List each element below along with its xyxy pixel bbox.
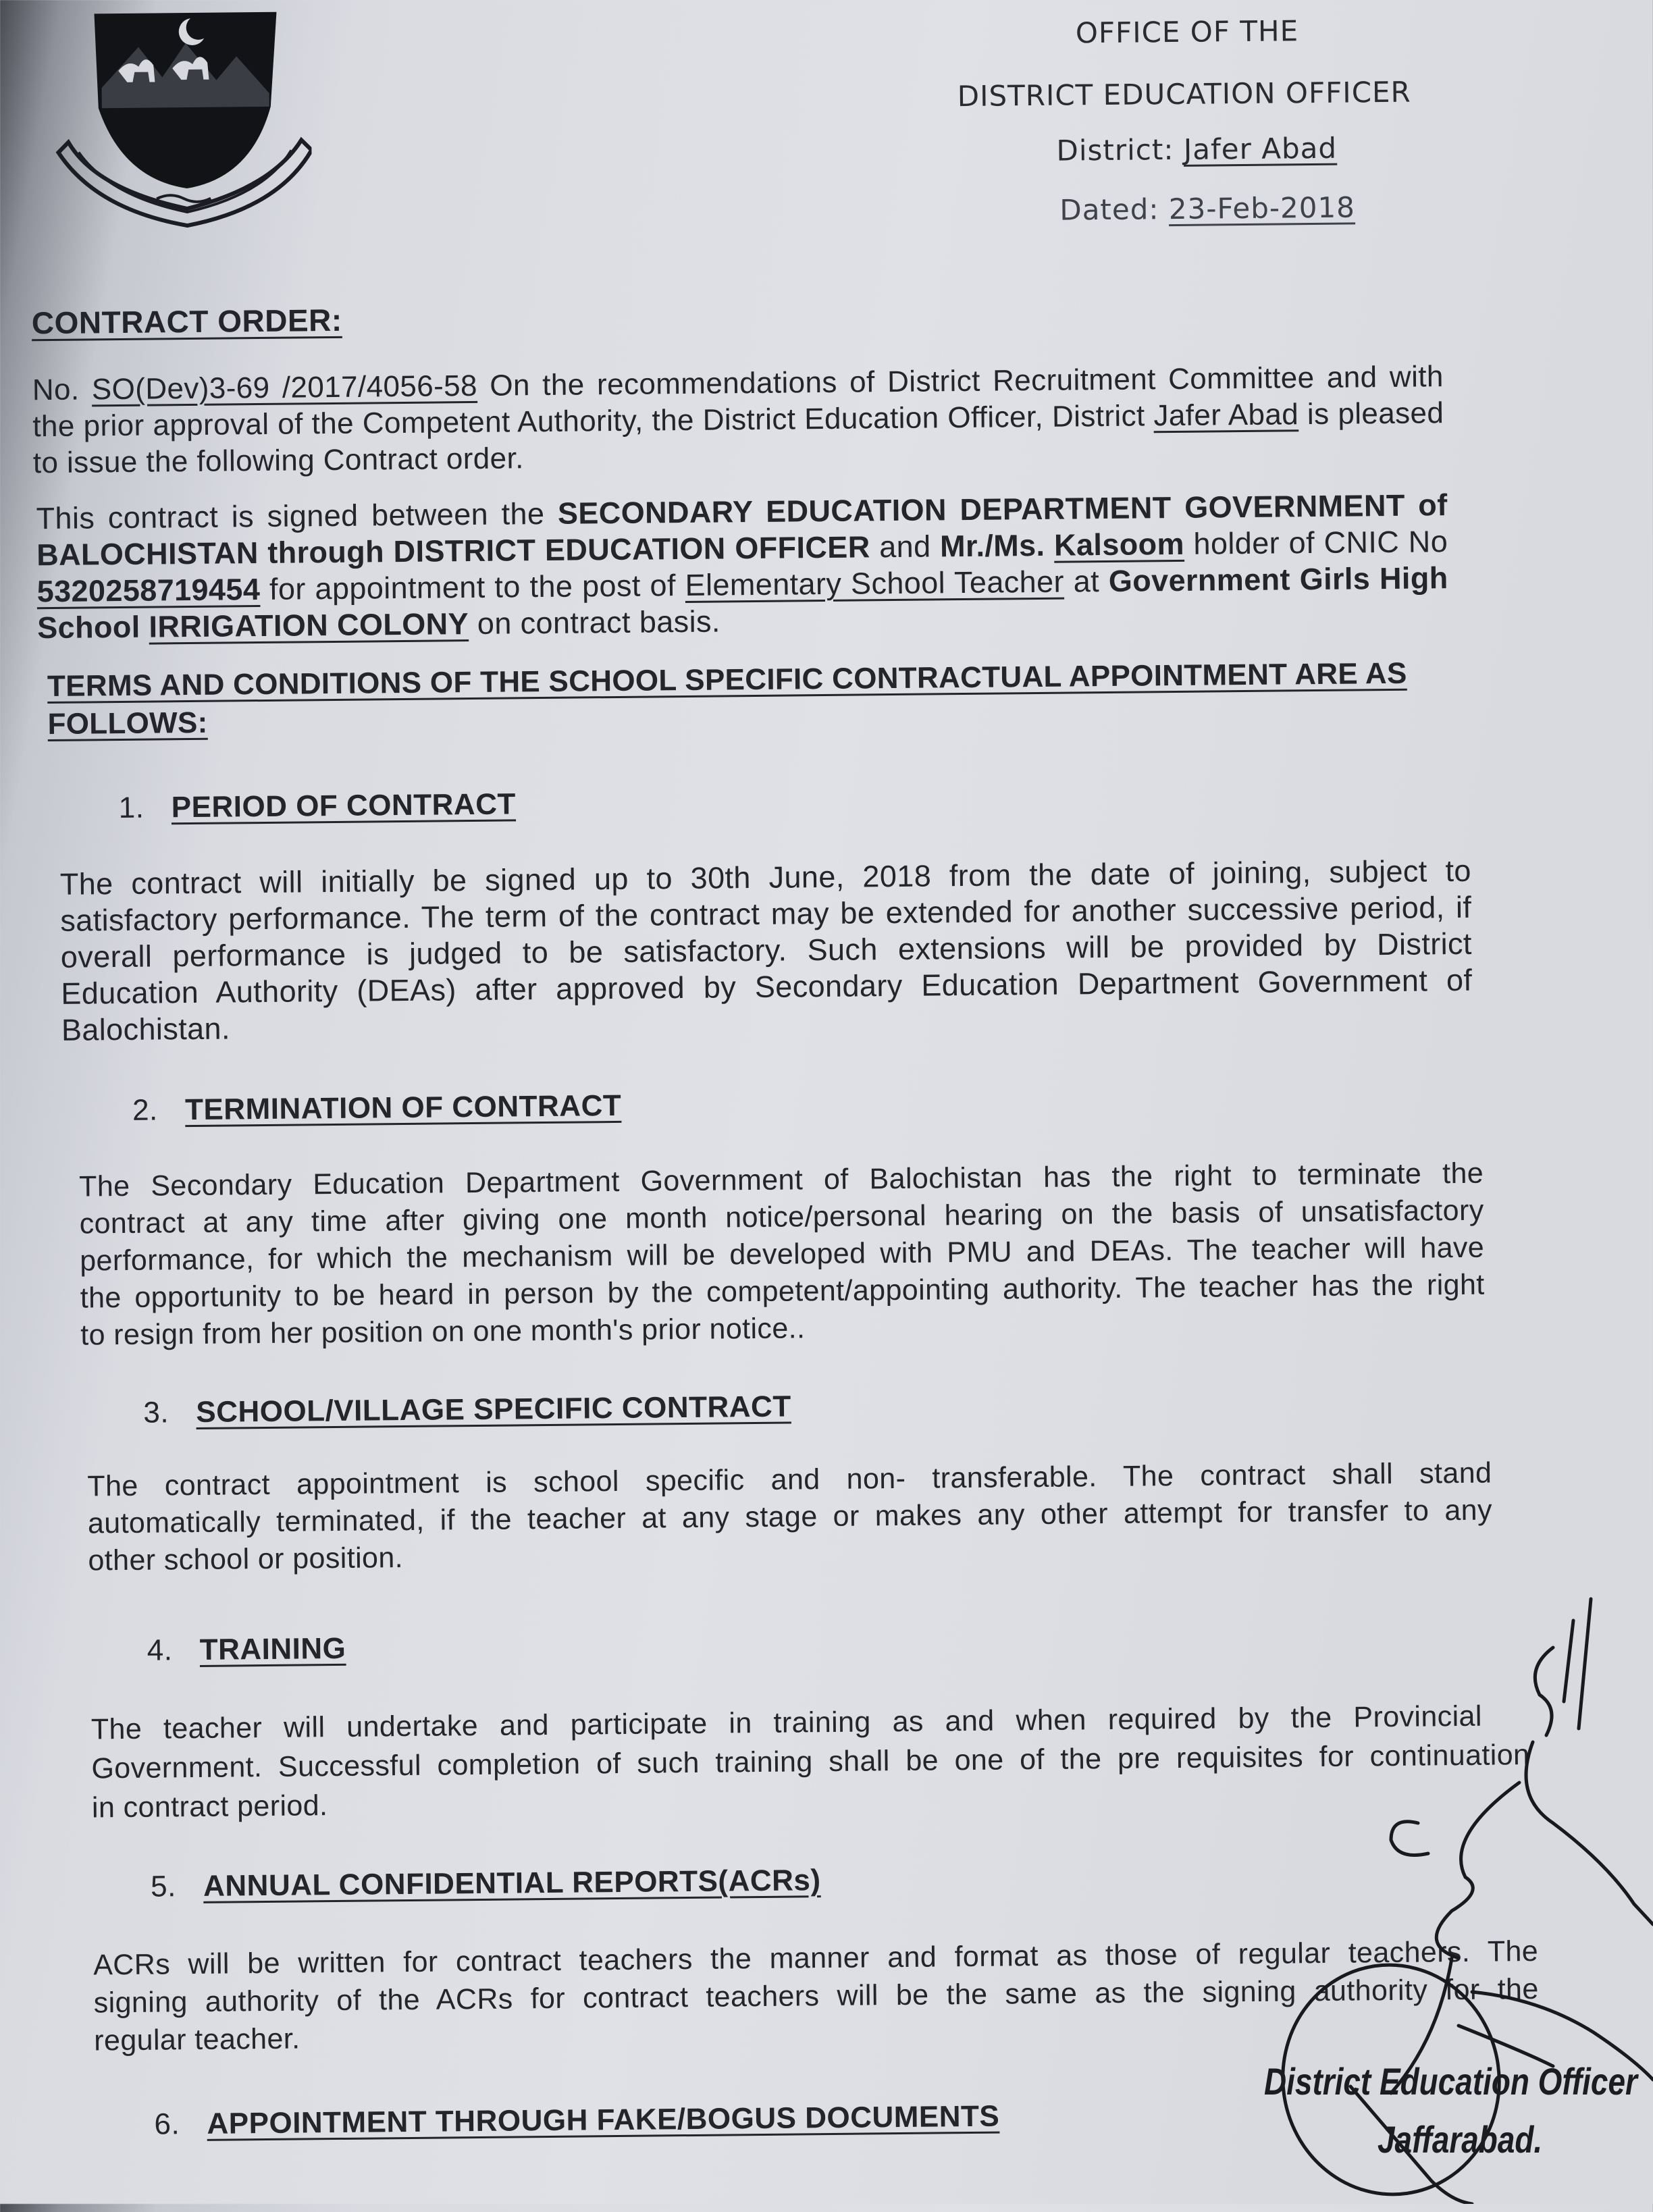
section-4-number: 4. <box>147 1633 173 1667</box>
section-1-number: 1. <box>118 791 145 825</box>
order-no-label: No. <box>32 373 80 407</box>
order-number: SO(Dev)3-69 /2017/4056-58 <box>91 369 478 406</box>
dated-value: 23-Feb-2018 <box>1168 190 1356 226</box>
text-line: contract at any time after giving one month notice/personal hearing on the basis of unsatisfactory <box>79 1194 1484 1240</box>
contract-text-6: on contract basis. <box>477 604 720 641</box>
contract-text-3: holder of CNIC No <box>1193 524 1448 561</box>
intro-text-a: On the recommendations of District Recruitment Committee and with the prior approval of the Competent Authority, the District Education Officer, District <box>32 360 1444 444</box>
stamp-line-1: District Education Officer <box>1264 2060 1637 2103</box>
section-6-number: 6. <box>154 2107 180 2141</box>
district-value: Jafer Abad <box>1183 131 1338 166</box>
contract-text-1: This contract is signed between the <box>36 496 545 536</box>
text-line: the opportunity to be heard in person by the competent/appointing authority. The teacher has the right <box>80 1268 1485 1315</box>
section-4-title: TRAINING <box>199 1631 346 1666</box>
title-prefix: Mr./Ms. <box>939 527 1045 564</box>
section-3-number: 3. <box>143 1396 169 1429</box>
text-line: Government. Successful completion of such training shall be one of the pre requisites for continuation <box>91 1739 1530 1785</box>
stamp-title <box>1264 2059 1653 2103</box>
post-name: Elementary School Teacher <box>685 564 1065 602</box>
text-line: regular teacher. <box>94 2022 300 2057</box>
terms-heading: TERMS AND CONDITIONS OF THE SCHOOL SPECIFIC CONTRACTUAL APPOINTMENT ARE AS FOLLOWS: <box>47 656 1407 741</box>
contract-text-2: and <box>878 529 931 564</box>
section-1-title: PERIOD OF CONTRACT <box>171 787 517 824</box>
school-name-a: Government Girls High School <box>36 560 1448 646</box>
intro-district: Jafer Abad <box>1153 398 1299 433</box>
text-line: other school or position. <box>88 1542 404 1577</box>
text-line: to resign from her position on one month's prior notice.. <box>80 1312 806 1352</box>
employee-name: Kalsoom <box>1053 526 1185 562</box>
text-line: The teacher will undertake and participate in training as and when required by the Provincial <box>90 1700 1483 1746</box>
order-title: CONTRACT ORDER: <box>31 302 342 341</box>
stamp-place <box>1378 2117 1579 2161</box>
text-line: Education Authority (DEAs) after approved by Secondary Education Department Government of <box>61 962 1473 1011</box>
text-line: The contract will initially be signed up to 30th June, 2018 from the date of joining, subject to <box>59 853 1471 901</box>
section-5-number: 5. <box>150 1870 177 1903</box>
office-heading: OFFICE OF THE <box>1075 14 1299 50</box>
department-name: SECONDARY EDUCATION DEPARTMENT GOVERNMENT of BALOCHISTAN through DISTRICT EDUCATION OFFICER <box>36 488 1448 573</box>
section-5-title: ANNUAL CONFIDENTIAL REPORTS(ACRs) <box>203 1864 821 1903</box>
contract-text-5: at <box>1073 564 1100 599</box>
text-line: in contract period. <box>91 1789 328 1824</box>
text-line: satisfactory performance. The term of the contract may be extended for another successive period, if <box>60 889 1472 938</box>
section-2-number: 2. <box>132 1093 159 1127</box>
text-line: ACRs will be written for contract teachers the manner and format as those of regular teachers. The <box>93 1934 1539 1982</box>
section-3-title: SCHOOL/VILLAGE SPECIFIC CONTRACT <box>196 1390 791 1429</box>
text-line: performance, for which the mechanism will be developed with PMU and DEAs. The teacher will have <box>79 1231 1485 1278</box>
dated-label: Dated: <box>1059 192 1159 227</box>
contract-text-4: for appointment to the post of <box>269 568 677 606</box>
section-6-title: APPOINTMENT THROUGH FAKE/BOGUS DOCUMENTS <box>207 2099 1000 2140</box>
text-line: The Secondary Education Department Government of Balochistan has the right to terminate the <box>78 1157 1484 1203</box>
cnic-number: 5320258719454 <box>36 572 261 609</box>
text-line: The contract appointment is school specific and non- transferable. The contract shall stand <box>87 1456 1492 1503</box>
office-name: DISTRICT EDUCATION OFFICER <box>957 75 1411 113</box>
school-name-b: IRRIGATION COLONY <box>149 606 469 644</box>
district-label: District: <box>1056 132 1174 167</box>
intro-text-b: is pleased to issue the following Contract order. <box>32 396 1444 480</box>
text-line: signing authority of the ACRs for contract teachers will be the same as the signing authority for the <box>93 1972 1539 2020</box>
text-line: automatically terminated, if the teacher at any stage or makes any other attempt for transfer to any <box>87 1494 1493 1540</box>
text-line: overall performance is judged to be satisfactory. Such extensions will be provided by District <box>60 926 1473 974</box>
stamp-line-2: Jaffarabad. <box>1378 2118 1543 2161</box>
text-line: Balochistan. <box>61 1011 231 1047</box>
section-2-title: TERMINATION OF CONTRACT <box>184 1088 622 1127</box>
